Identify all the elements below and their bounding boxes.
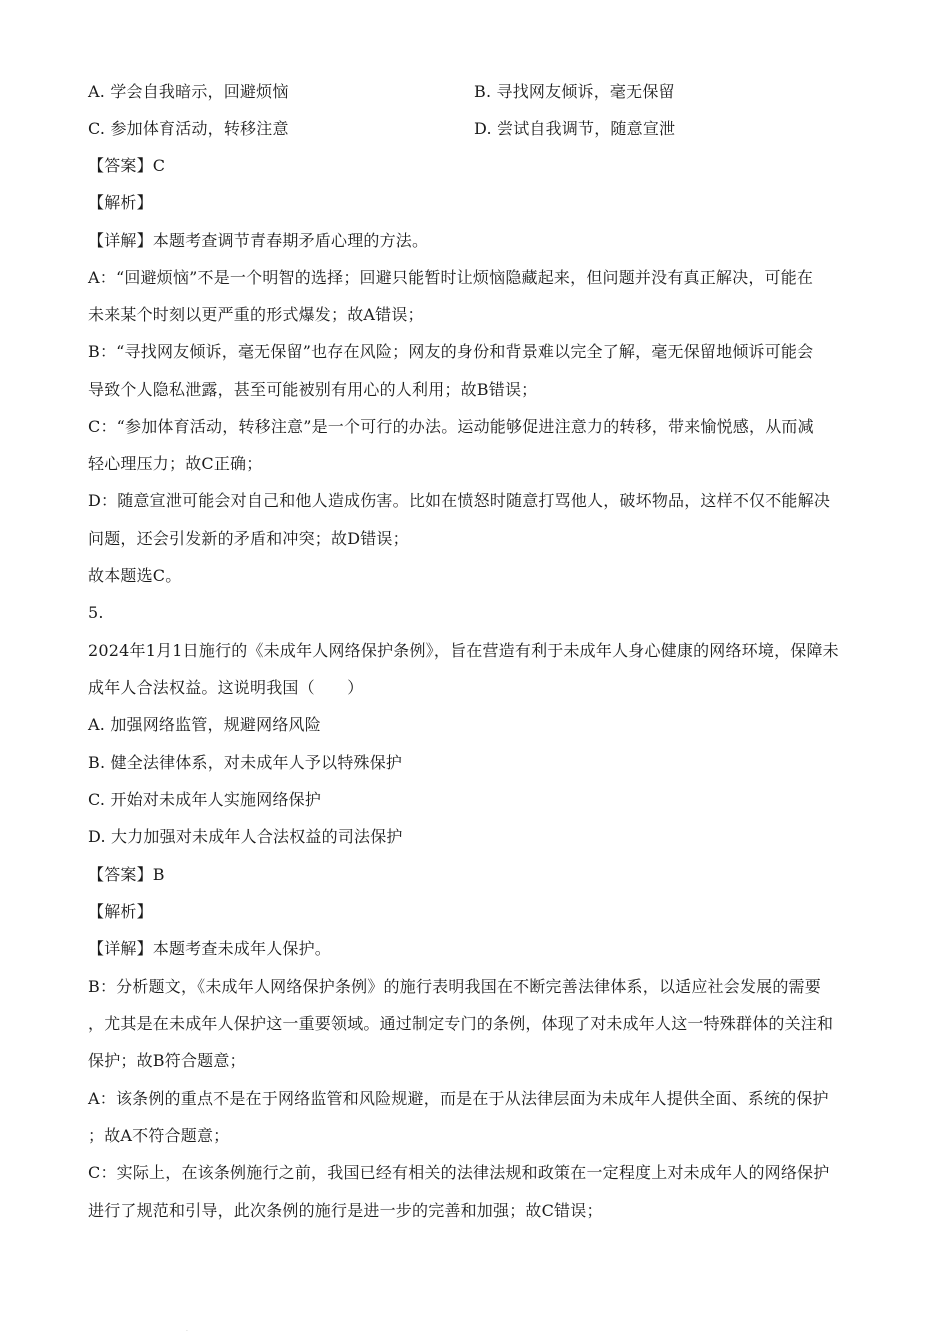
q5-option-a: A. 加强网络监管，规避网络风险 bbox=[88, 715, 321, 734]
q5-answer: 【答案】B bbox=[88, 865, 165, 884]
q4-detail-line: 轻心理压力；故C正确； bbox=[88, 454, 263, 473]
q5-detail-line: B：分析题文，《未成年人网络保护条例》的施行表明我国在不断完善法律体系，以适应社会发展的需要 bbox=[88, 977, 821, 996]
q4-option-b: B. 寻找网友倾诉，毫无保留 bbox=[474, 82, 675, 101]
q5-detail-line: 进行了规范和引导，此次条例的施行是进一步的完善和加强；故C错误； bbox=[88, 1201, 603, 1220]
q5-detail-line: A：该条例的重点不是在于网络监管和风险规避，而是在于从法律层面为未成年人提供全面、系统的保护 bbox=[88, 1089, 829, 1108]
q5-stem-line: 2024年1月1日施行的《未成年人网络保护条例》，旨在营造有利于未成年人身心健康的网络环境，保障未 bbox=[88, 641, 839, 660]
q4-detail-line: 未来某个时刻以更严重的形式爆发；故A错误； bbox=[88, 305, 424, 324]
q4-detail-line: 导致个人隐私泄露，甚至可能被别有用心的人利用；故B错误； bbox=[88, 380, 538, 399]
q5-option-d: D. 大力加强对未成年人合法权益的司法保护 bbox=[88, 827, 403, 846]
q4-detail-line: D：随意宣泄可能会对自己和他人造成伤害。比如在愤怒时随意打骂他人，破坏物品，这样不仅不能解决 bbox=[88, 491, 831, 510]
q5-detail-line: ；故A不符合题意； bbox=[88, 1126, 230, 1145]
q4-conclusion: 故本题选C。 bbox=[88, 566, 182, 585]
q4-detail-line: 【详解】本题考查调节青春期矛盾心理的方法。 bbox=[88, 231, 429, 250]
q5-analysis-label: 【解析】 bbox=[88, 902, 153, 921]
q5-stem-line: 成年人合法权益。这说明我国（ ） bbox=[88, 678, 364, 697]
q4-detail-line: 问题，还会引发新的矛盾和冲突；故D错误； bbox=[88, 529, 409, 548]
q5-detail-line: ，尤其是在未成年人保护这一重要领域。通过制定专门的条例，体现了对未成年人这一特殊群体的关注和 bbox=[88, 1014, 834, 1033]
q5-option-b: B. 健全法律体系，对未成年人予以特殊保护 bbox=[88, 753, 403, 772]
q4-analysis-label: 【解析】 bbox=[88, 193, 153, 212]
q5-option-c: C. 开始对未成年人实施网络保护 bbox=[88, 790, 322, 809]
q4-detail-line: B：“寻找网友倾诉，毫无保留”也存在风险；网友的身份和背景难以完全了解，毫无保留地倾诉可能会 bbox=[88, 342, 814, 361]
q5-detail-line: 保护；故B符合题意； bbox=[88, 1051, 246, 1070]
q5-number: 5. bbox=[88, 603, 104, 622]
q4-option-a: A. 学会自我暗示，回避烦恼 bbox=[88, 82, 289, 101]
q4-detail-line: A：“回避烦恼”不是一个明智的选择；回避只能暂时让烦恼隐藏起来，但问题并没有真正解决，可能在 bbox=[88, 268, 814, 287]
q5-detail-line: 【详解】本题考查未成年人保护。 bbox=[88, 939, 332, 958]
q4-answer: 【答案】C bbox=[88, 156, 166, 175]
footer-mark: . bbox=[186, 1326, 188, 1333]
q4-detail-line: C：“参加体育活动，转移注意”是一个可行的办法。运动能够促进注意力的转移，带来愉悦感，从而减 bbox=[88, 417, 814, 436]
q5-detail-line: C：实际上，在该条例施行之前，我国已经有相关的法律法规和政策在一定程度上对未成年人的网络保护 bbox=[88, 1163, 830, 1182]
q4-option-d: D. 尝试自我调节，随意宣泄 bbox=[474, 119, 676, 138]
q4-option-c: C. 参加体育活动，转移注意 bbox=[88, 119, 289, 138]
